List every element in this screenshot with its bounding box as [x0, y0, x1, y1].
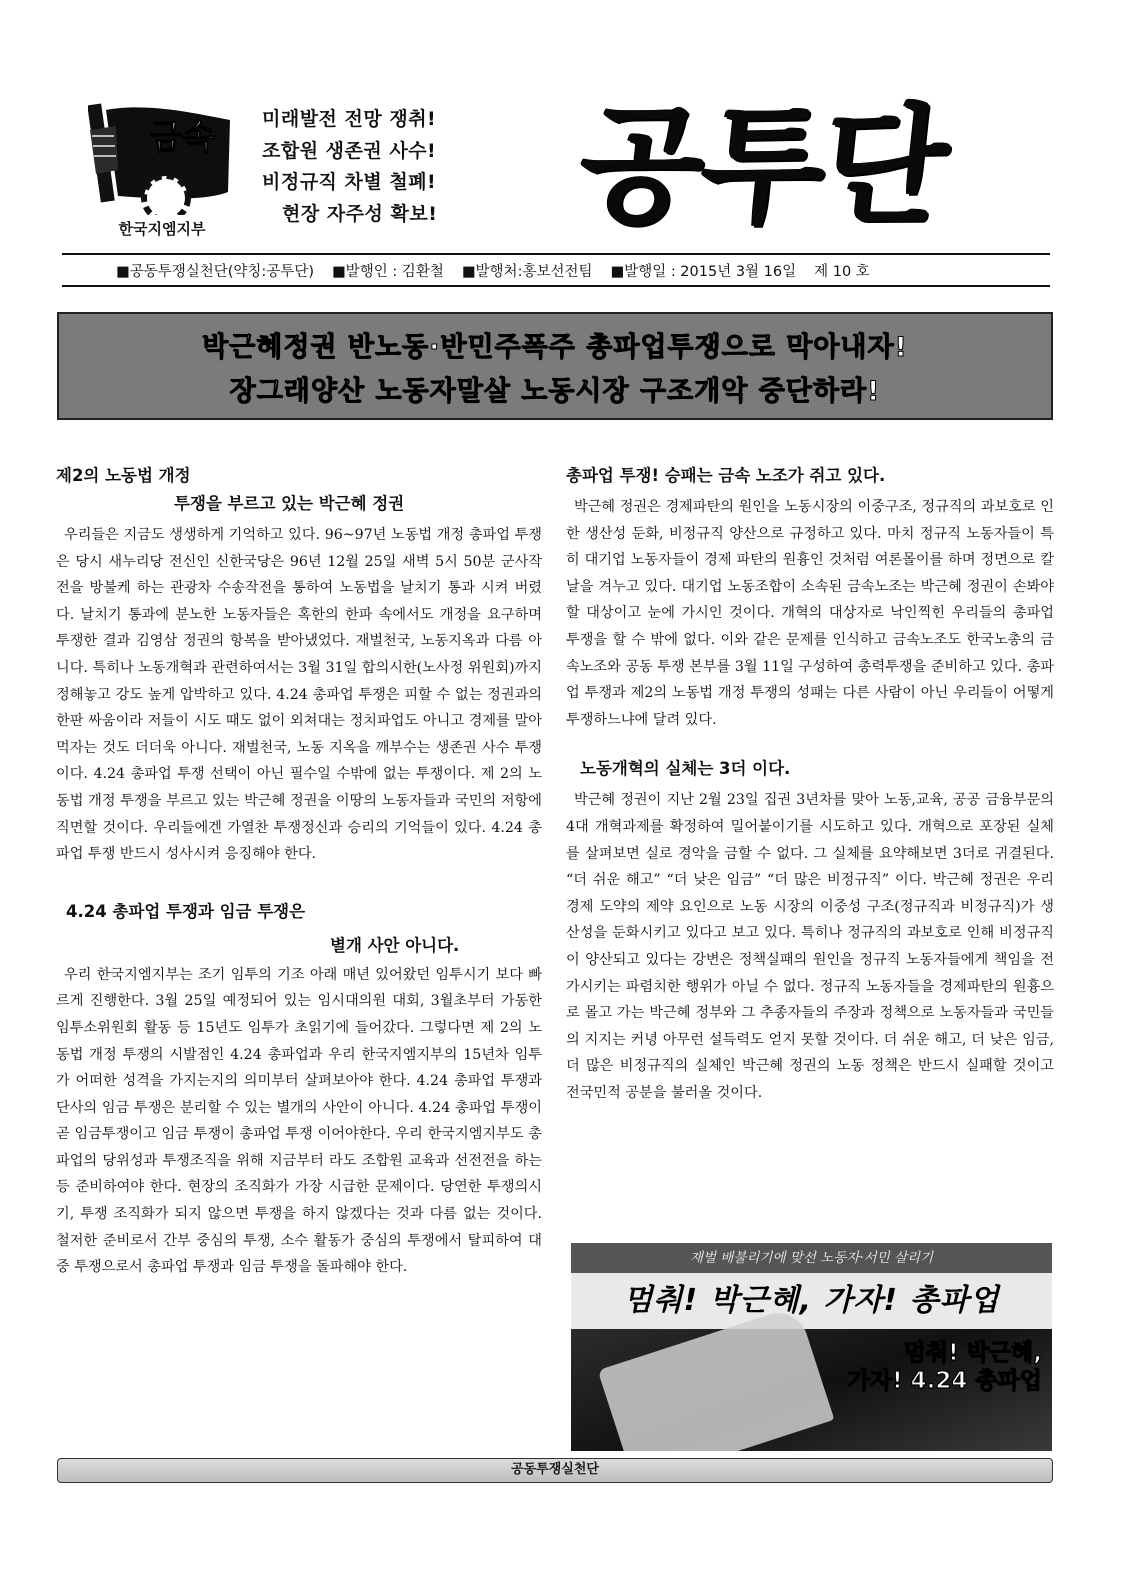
- info-date: ■발행일 : 2015년 3월 16일: [610, 263, 797, 280]
- poster-slogan-line-1: 멈춰! 박근혜,: [903, 1340, 1042, 1366]
- slogan-line: 미래발전 전망 쟁취!: [262, 108, 437, 130]
- section-2-title-1: 4.24 총파업 투쟁과 임금 투쟁은: [66, 901, 306, 921]
- section-2-body: 우리 한국지엠지부는 조기 임투의 기조 아래 매년 있어왔던 임투시기 보다 빠르게 진행한다. 3월 25일 예정되어 있는 임시대의원 대회, 3월초부터 가동한 임투소위원회 활동 등 15년도 임투가 초읽기에 들어갔다. 그렇다면 제 2의 노동법 개정 투쟁의 시발점인 4.24 총파업과 우리 한국지엠지부의 15년차 임투가 어떠한 성격을 가지는지의 의미부터 살펴보아야 한다. 4.24 총파업 투쟁과 단사의 임금 투쟁은 분리할 수 있는 별개의 사안이 아니다. 4.24 총파업 투쟁이 곧 임금투쟁이고 임금 투쟁이 총파업 투쟁 이어야한다. 우리 한국지엠지부도 총파업의 당위성과 투쟁조직을 위해 지금부터 라도 조합원 교육과 선전전을 하는 등 준비하여야 한다. 현장의 조직화가 가장 시급한 문제이다. 당연한 투쟁의시기, 투쟁 조직화가 되지 않으면 투쟁을 하지 않겠다는 것과 다름 없는 것이다. 철저한 준비로서 간부 중심의 투쟁, 소수 활동가 중심의 투쟁에서 탈피하여 대중 투쟁으로서 총파업 투쟁과 임금 투쟁을 돌파해야 한다.: [56, 966, 542, 1276]
- union-logo: [88, 100, 233, 215]
- section-1-body: 우리들은 지금도 생생하게 기억하고 있다. 96~97년 노동법 개정 총파업 투쟁은 당시 새누리당 전신인 신한국당은 96년 12월 25일 새벽 5시 50분 군사작전을 방불케 하는 관광차 수송작전을 통하여 노동법을 날치기 통과 시켜 버렸다. 날치기 통과에 분노한 노동자들은 혹한의 한파 속에서도 개정을 요구하며 투쟁한 결과 김영삼 정권의 항복을 받아냈었다. 재벌천국, 노동지옥과 다름 아니다. 특히나 노동개혁과 관련하여서는 3월 31일 합의시한(노사정 위원회)까지 정해놓고 강도 높게 압박하고 있다. 4.24 총파업 투쟁은 피할 수 없는 정권과의 한판 싸움이라 저들이 시도 때도 없이 외쳐대는 정치파업도 아니고 경제를 말아 먹자는 것도 더더욱 아니다. 재벌천국, 노동 지옥을 깨부수는 생존권 사수 투쟁이다. 4.24 총파업 투쟁 선택이 아닌 필수일 수밖에 없는 투쟁이다. 제 2의 노동법 개정 투쟁을 부르고 있는 박근혜 정권을 이땅의 노동자들과 국민의 저항에 직면할 것이다. 우리들에겐 가열찬 투쟁정신과 승리의 기억들이 있다. 4.24 총파업 투쟁 반드시 성사시켜 응징해야 한다.: [56, 527, 542, 863]
- logo-caption: 한국지엠지부: [118, 220, 206, 238]
- poster-banner-text: 멈춰! 박근혜, 가자! 총파업: [571, 1273, 1052, 1329]
- poster-top-caption: 재벌 배불리기에 맞선 노동자·서민 살리기: [571, 1243, 1052, 1273]
- info-publisher: ■발행인 : 김환철: [331, 263, 444, 280]
- info-org: ■공동투쟁실천단(약칭:공투단): [116, 263, 314, 280]
- strike-poster-image: [571, 1243, 1052, 1451]
- section-2-title-2: 별개 사안 아니다.: [330, 935, 460, 955]
- slogan-line: 현장 자주성 확보!: [282, 202, 438, 225]
- section-4-title: 노동개혁의 실체는 3더 이다.: [580, 759, 791, 779]
- slogan-line: 비정규직 차별 철폐!: [262, 171, 437, 193]
- section-3-title: 총파업 투쟁! 승패는 금속 노조가 쥐고 있다.: [566, 466, 886, 485]
- info-issue: 제 10 호: [814, 263, 870, 280]
- section-1-title-1: 제2의 노동법 개정: [56, 466, 191, 485]
- poster-slogan: [848, 1339, 1042, 1395]
- section-4-body: 박근혜 정권이 지난 2월 23일 집권 3년차를 맞아 노동,교육, 공공 금융부문의 4대 개혁과제를 확정하여 밀어붙이기를 시도하고 있다. 개혁으로 포장된 실체를 살펴보면 실로 경악을 금할 수 없다. 그 실체를 요약해보면 3더로 귀결된다. “더 쉬운 해고” “더 낮은 임금” “더 많은 비정규직” 이다. 박근혜 정권은 우리 경제 도약의 제약 요인으로 노동 시장의 이중성 구조(정규직과 비정규직)가 생산성을 둔화시키고 있다고 보고 있다. 특히나 정규직의 과보호로 인해 비정규직이 양산되고 있다는 강변은 정책실패의 원인을 정규직 노동자들에게 책임을 전가시키는 파렴치한 행위가 아닐 수 없다. 정규직 노동자들을 경제파탄의 원흉으로 몰고 가는 박근혜 정부와 그 추종자들의 주장과 정책으로 노동자들과 국민들의 지지는 커녕 아무런 설득력도 얻지 못할 것이다. 더 쉬운 해고, 더 낮은 임금, 더 많은 비정규직의 실체인 박근혜 정권의 노동 정책은 반드시 실패할 것이고 전국민적 공분을 불러올 것이다.: [566, 792, 1054, 1101]
- headline-line-1: 박근혜정권 반노동·반민주폭주 총파업투쟁으로 막아내자!: [202, 332, 908, 363]
- footer-bar: 공동투쟁실천단: [57, 1458, 1053, 1483]
- publication-info-bar: [62, 253, 1050, 287]
- info-office: ■발행처:홍보선전팀: [461, 263, 593, 280]
- slogan-line: 조합원 생존권 사수!: [262, 139, 437, 162]
- right-column: [566, 462, 1054, 1106]
- section-1-title-2: 투쟁을 부르고 있는 박근혜 정권: [174, 494, 405, 513]
- masthead-title: 공투단: [572, 92, 953, 241]
- headline-banner: [57, 312, 1053, 420]
- headline-line-2: 장그래양산 노동자말살 노동시장 구조개악 중단하라!: [229, 376, 881, 407]
- slogan-list: [262, 104, 492, 230]
- logo-text: 금속: [149, 118, 215, 158]
- poster-slogan-line-2: 가자! 4.24 총파업: [847, 1368, 1042, 1394]
- section-3-body: 박근혜 정권은 경제파탄의 원인을 노동시장의 이중구조, 정규직의 과보호로 인한 생산성 둔화, 비정규직 양산으로 규정하고 있다. 마치 정규직 노동자들이 특히 대기업 노동자들이 경제 파탄의 원흉인 것처럼 여론몰이를 하며 정면으로 칼날을 겨누고 있다. 대기업 노동조합이 소속된 금속노조는 박근혜 정권이 손봐야할 대상이고 눈에 가시인 것이다. 개혁의 대상자로 낙인찍힌 우리들의 총파업 투쟁을 할 수 밖에 없다. 이와 같은 문제를 인식하고 금속노조도 한국노총의 금속노조와 공동 투쟁 본부를 3월 11일 구성하여 총력투쟁을 준비하고 있다. 총파업 투쟁과 제2의 노동법 개정 투쟁의 성패는 다른 사람이 아닌 우리들이 어떻게 투쟁하느냐에 달려 있다.: [566, 499, 1054, 728]
- left-column: [56, 462, 542, 1281]
